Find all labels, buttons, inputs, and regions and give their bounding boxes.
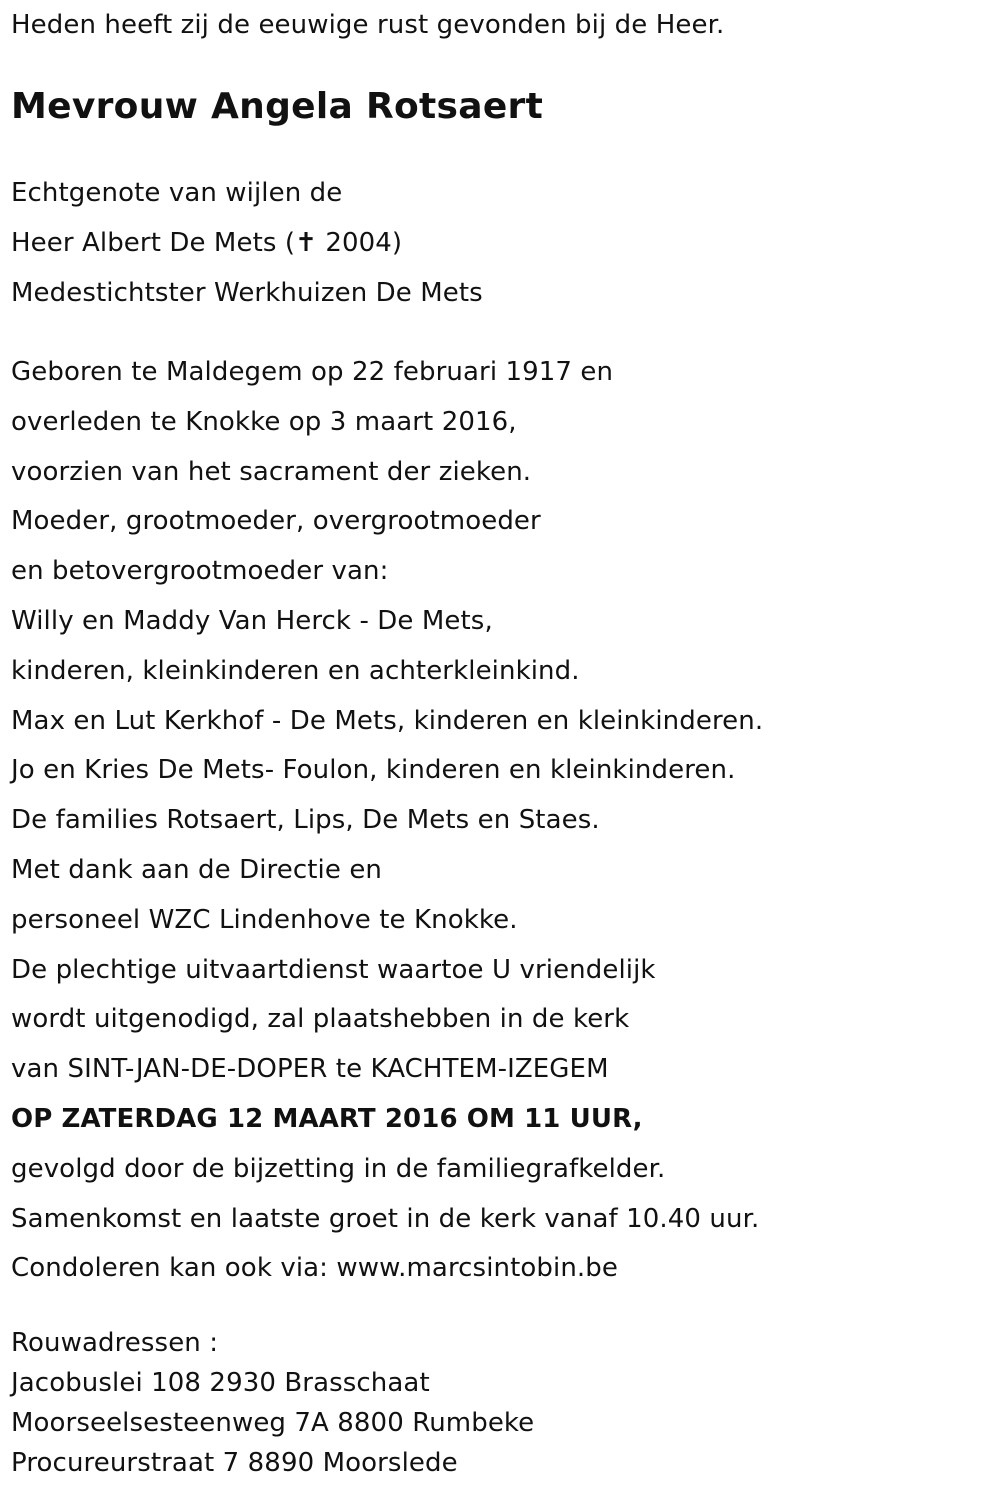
thanks-line: Met dank aan de Directie en: [11, 854, 383, 885]
family-role-line: en betovergrootmoeder van:: [11, 556, 389, 587]
gathering-line: Samenkomst en laatste groet in de kerk vanaf 10.40 uur.: [11, 1203, 760, 1234]
intro-text: Heden heeft zij de eeuwige rust gevonden bij de Heer.: [11, 10, 725, 40]
address-heading: Rouwadressen :: [11, 1328, 219, 1358]
condolence-line: Condoleren kan ook via: www.marcsintobin.be: [11, 1253, 618, 1284]
spouse-block: [11, 169, 483, 318]
death-line: overleden te Knokke op 3 maart 2016,: [11, 406, 517, 437]
family-role-line: Moeder, grootmoeder, overgrootmoeder: [11, 506, 541, 537]
service-line: De plechtige uitvaartdienst waartoe U vriendelijk: [11, 954, 656, 985]
family-member-line: Jo en Kries De Mets- Foulon, kinderen en kleinkinderen.: [11, 755, 736, 786]
sacrament-line: voorzien van het sacrament der zieken.: [11, 456, 532, 487]
family-member-line: kinderen, kleinkinderen en achterkleinkind.: [11, 655, 580, 686]
address-line: Moorseelsesteenweg 7A 8800 Rumbeke: [11, 1408, 535, 1438]
main-block: [11, 348, 763, 1294]
deceased-name: Mevrouw Angela Rotsaert: [11, 86, 544, 127]
birth-line: Geboren te Maldegem op 22 februari 1917 en: [11, 357, 614, 387]
spouse-line: Heer Albert De Mets (✝ 2004): [11, 227, 403, 258]
address-block: [11, 1323, 534, 1483]
address-line: Jacobuslei 108 2930 Brasschaat: [11, 1368, 430, 1398]
address-line: Procureurstraat 7 8890 Moorslede: [11, 1448, 458, 1478]
spouse-line: Medestichtster Werkhuizen De Mets: [11, 277, 483, 308]
thanks-line: personeel WZC Lindenhove te Knokke.: [11, 904, 518, 935]
burial-line: gevolgd door de bijzetting in de familiegrafkelder.: [11, 1153, 666, 1184]
service-line: wordt uitgenodigd, zal plaatshebben in de kerk: [11, 1004, 630, 1035]
spouse-line: Echtgenote van wijlen de: [11, 178, 343, 208]
family-member-line: Max en Lut Kerkhof - De Mets, kinderen en kleinkinderen.: [11, 705, 764, 736]
service-location-line: van SINT-JAN-DE-DOPER te KACHTEM-IZEGEM: [11, 1054, 609, 1085]
family-member-line: De families Rotsaert, Lips, De Mets en Staes.: [11, 805, 600, 836]
family-member-line: Willy en Maddy Van Herck - De Mets,: [11, 605, 493, 636]
service-date-line: OP ZATERDAG 12 MAART 2016 OM 11 UUR,: [11, 1103, 643, 1134]
